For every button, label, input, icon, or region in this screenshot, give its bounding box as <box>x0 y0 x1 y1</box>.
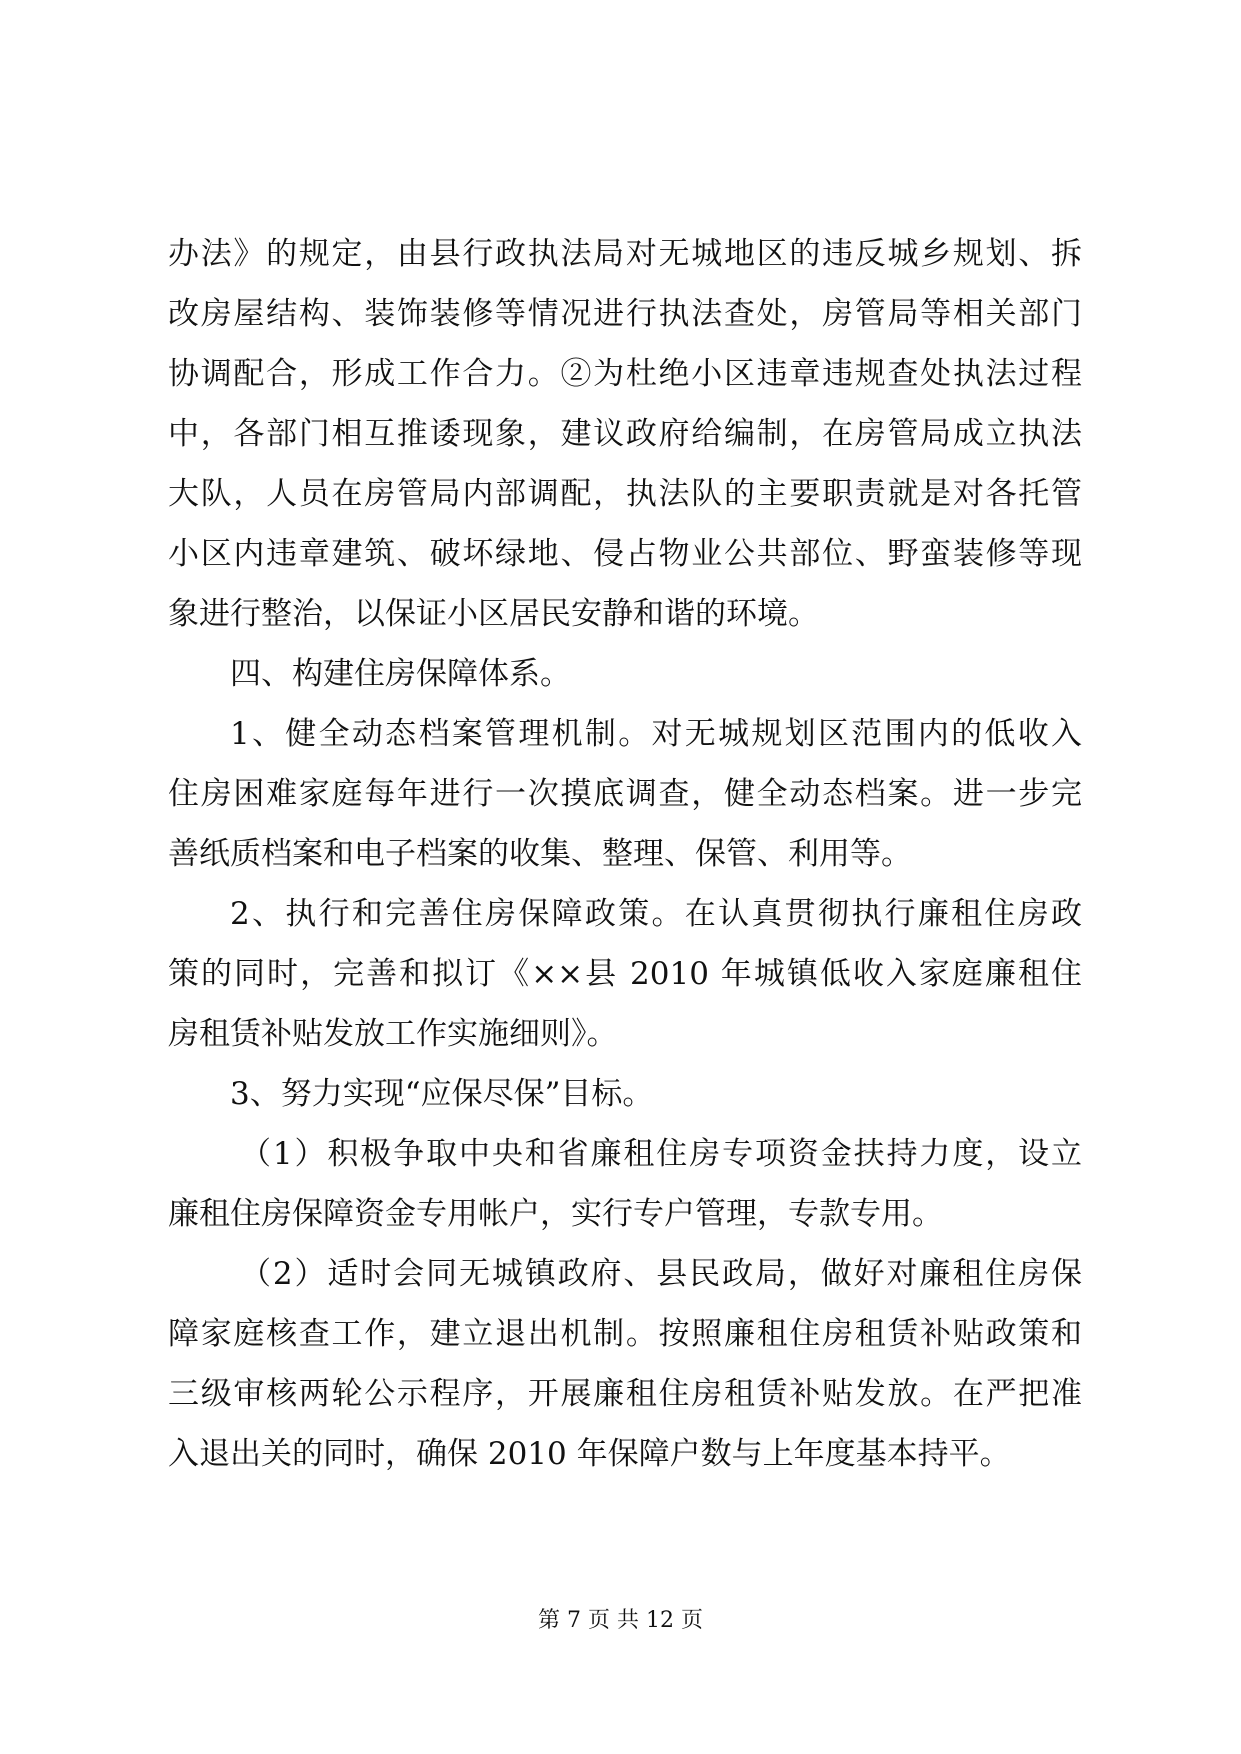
text-line: （2）适时会同无城镇政府、县民政局，做好对廉租住房保 <box>240 1256 1082 1292</box>
text-line: （1）积极争取中央和省廉租住房专项资金扶持力度，设立 <box>240 1136 1082 1172</box>
text-line: 住房困难家庭每年进行一次摸底调查，健全动态档案。进一步完 <box>168 776 1082 812</box>
text-line: 象进行整治，以保证小区居民安静和谐的环境。 <box>168 596 819 632</box>
text-line: 三级审核两轮公示程序，开展廉租住房租赁补贴发放。在严把准 <box>168 1376 1082 1412</box>
text-line: 房租赁补贴发放工作实施细则》。 <box>168 1016 618 1052</box>
text-line: 办法》的规定，由县行政执法局对无城地区的违反城乡规划、拆 <box>168 236 1082 272</box>
text-line: 协调配合，形成工作合力。②为杜绝小区违章违规查处执法过程 <box>168 356 1082 392</box>
text-line: 大队，人员在房管局内部调配，执法队的主要职责就是对各托管 <box>168 476 1082 512</box>
text-line: 2、执行和完善住房保障政策。在认真贯彻执行廉租住房政 <box>230 896 1082 932</box>
text-line: 中，各部门相互推诿现象，建议政府给编制，在房管局成立执法 <box>168 416 1082 452</box>
text-line: 入退出关的同时，确保 2010 年保障户数与上年度基本持平。 <box>168 1436 1011 1472</box>
section-heading: 四、构建住房保障体系。 <box>230 656 571 692</box>
text-line: 廉租住房保障资金专用帐户，实行专户管理，专款专用。 <box>168 1196 943 1232</box>
text-line: 障家庭核查工作，建立退出机制。按照廉租住房租赁补贴政策和 <box>168 1316 1082 1352</box>
text-line: 改房屋结构、装饰装修等情况进行执法查处，房管局等相关部门 <box>168 296 1082 332</box>
text-line: 1、健全动态档案管理机制。对无城规划区范围内的低收入 <box>230 716 1082 752</box>
text-line: 3、努力实现“应保尽保”目标。 <box>230 1076 654 1112</box>
text-line: 小区内违章建筑、破坏绿地、侵占物业公共部位、野蛮装修等现 <box>168 536 1082 572</box>
text-line: 策的同时，完善和拟订《××县 2010 年城镇低收入家庭廉租住 <box>168 956 1082 992</box>
page-number-footer: 第 7 页 共 12 页 <box>538 1608 703 1633</box>
text-line: 善纸质档案和电子档案的收集、整理、保管、利用等。 <box>168 836 912 872</box>
